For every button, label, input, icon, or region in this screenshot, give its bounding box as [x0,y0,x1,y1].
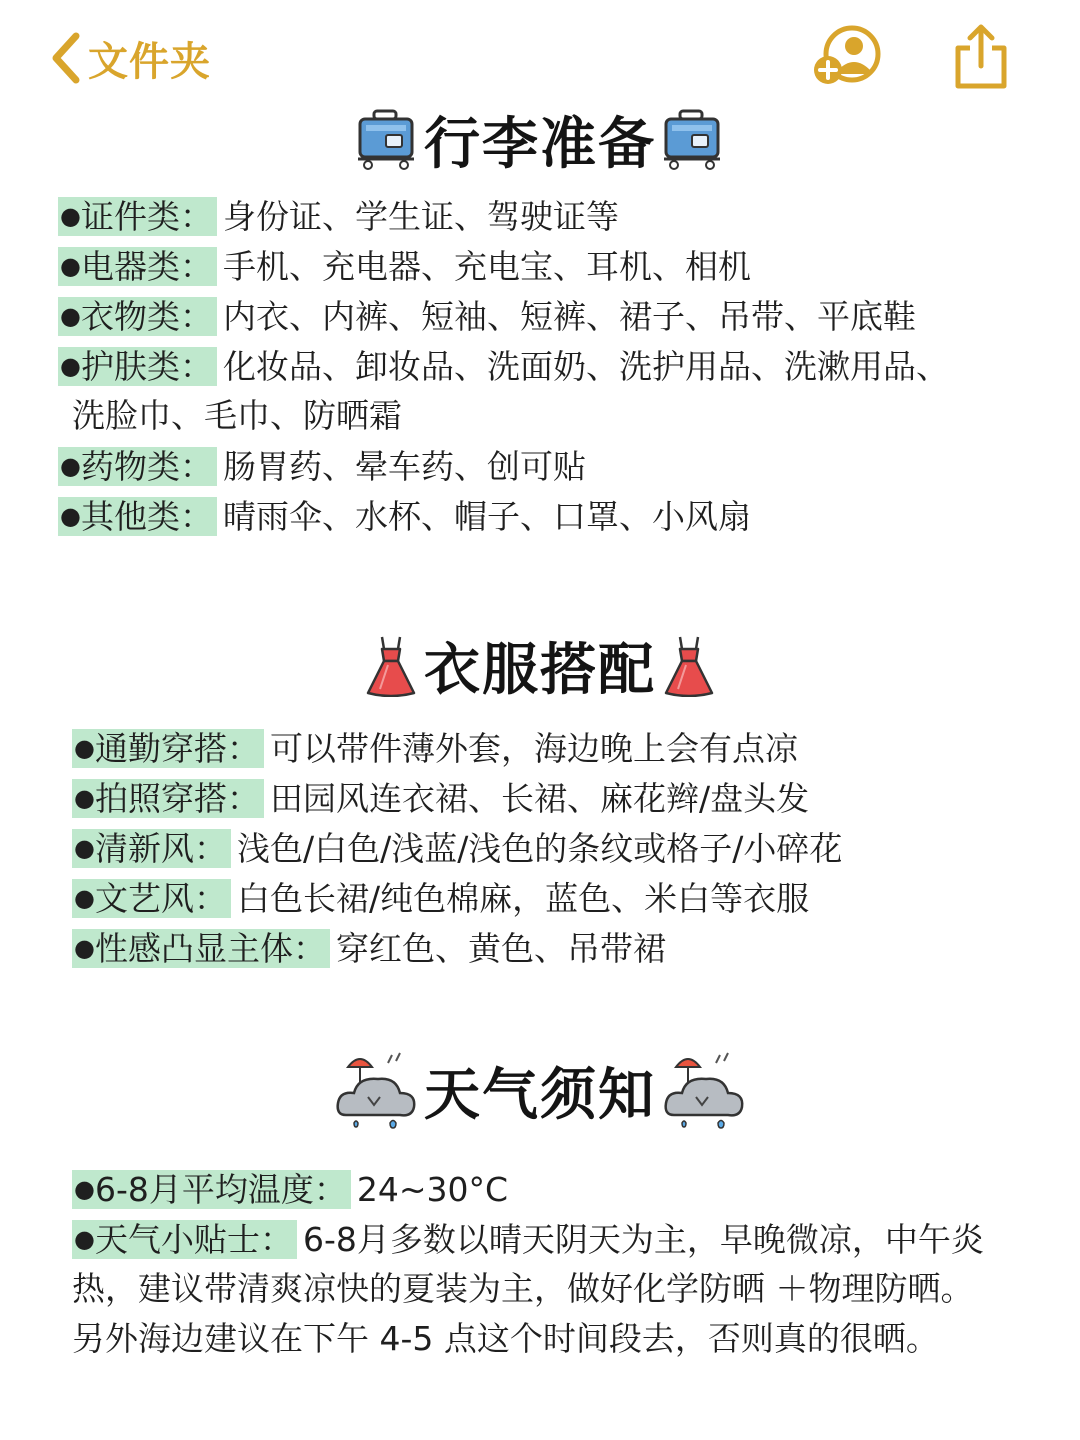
bullet: ● [74,784,95,812]
list-item-continuation: 另外海边建议在下午 4-5 点这个时间段去，否则真的很晒。 [72,1319,939,1358]
item-text: 手机、充电器、充电宝、耳机、相机 [222,247,751,286]
bullet: ● [74,834,95,862]
back-button[interactable] [50,28,211,88]
item-label-text: 文艺风： [94,879,227,918]
item-label-text: 衣物类： [80,297,213,336]
list-item-continuation: 洗脸巾、毛巾、防晒霜 [72,396,402,435]
list-item [58,493,751,539]
share-icon [950,22,1012,92]
bullet: ● [74,1225,95,1253]
item-label [58,497,217,536]
suitcase-icon [356,109,418,171]
item-label-text: 证件类： [80,197,213,236]
section-title-luggage [0,104,1080,176]
item-text: 化妆品、卸妆品、洗面奶、洗护用品、洗漱用品、 [222,347,949,386]
list-item [72,1216,984,1262]
item-text: 可以带件薄外套，海边晚上会有点凉 [269,729,798,768]
item-text: 晴雨伞、水杯、帽子、口罩、小风扇 [222,497,751,536]
item-label [58,447,217,486]
item-label [72,929,330,968]
item-label [58,297,217,336]
dress-icon [364,635,418,697]
list-item [72,725,798,771]
add-person-icon [808,24,888,90]
share-people-button[interactable] [808,24,888,90]
item-text: 穿红色、黄色、吊带裙 [335,929,666,968]
bullet: ● [74,884,95,912]
item-label-text: 拍照穿搭： [94,779,260,818]
item-label-text: 6-8月平均温度： [94,1170,347,1209]
list-item [58,293,916,339]
item-label [58,247,217,286]
item-text: 6-8月多数以晴天阴天为主，早晚微凉，中午炎 [302,1220,984,1259]
item-label-text: 其他类： [80,497,213,536]
chevron-left-icon [50,32,82,84]
item-text: 24~30°C [356,1170,509,1209]
list-item [72,875,809,921]
item-label [72,1170,351,1209]
list-item [58,243,751,289]
item-text: 内衣、内裤、短袖、短裤、裙子、吊带、平底鞋 [222,297,916,336]
list-item [72,1166,508,1212]
item-label-text: 通勤穿搭： [94,729,260,768]
bullet: ● [74,934,95,962]
bullet: ● [60,452,81,480]
item-text: 身份证、学生证、驾驶证等 [222,197,619,236]
item-label-text: 药物类： [80,447,213,486]
rain-cloud-umbrella-icon [662,1047,746,1135]
list-item [58,443,586,489]
bullet: ● [60,202,81,230]
bullet: ● [60,252,81,280]
item-label-text: 天气小贴士： [94,1220,293,1259]
bullet: ● [60,352,81,380]
list-item [58,193,619,239]
list-item [72,925,666,971]
bullet: ● [60,502,81,530]
suitcase-icon [662,109,724,171]
list-item-continuation: 热，建议带清爽凉快的夏装为主，做好化学防晒 ＋物理防晒。 [72,1269,974,1308]
bullet: ● [74,734,95,762]
list-item [58,343,949,389]
item-label-text: 清新风： [94,829,227,868]
export-button[interactable] [950,22,1012,92]
bullet: ● [74,1175,95,1203]
nav-bar [0,0,1080,110]
item-label [58,197,217,236]
list-item [72,775,809,821]
item-label-text: 电器类： [80,247,213,286]
item-label [72,829,231,868]
dress-icon [662,635,716,697]
rain-cloud-umbrella-icon [334,1047,418,1135]
section-title-text: 天气须知 [424,1063,656,1128]
item-label-text: 性感凸显主体： [94,929,326,968]
item-label [72,879,231,918]
item-text: 肠胃药、晕车药、创可贴 [222,447,586,486]
item-text: 田园风连衣裙、长裙、麻花辫/盘头发 [269,779,810,818]
back-label: 文件夹 [88,38,211,85]
item-label [72,779,264,818]
item-text: 白色长裙/纯色棉麻，蓝色、米白等衣服 [236,879,810,918]
section-title-outfit [0,630,1080,702]
item-text: 浅色/白色/浅蓝/浅色的条纹或格子/小碎花 [236,829,843,868]
item-label [58,347,217,386]
section-title-text: 衣服搭配 [424,638,656,703]
section-title-text: 行李准备 [424,112,656,177]
item-label [72,1220,297,1259]
list-item [72,825,842,871]
item-label-text: 护肤类： [80,347,213,386]
section-title-weather [0,1046,1080,1136]
bullet: ● [60,302,81,330]
item-label [72,729,264,768]
